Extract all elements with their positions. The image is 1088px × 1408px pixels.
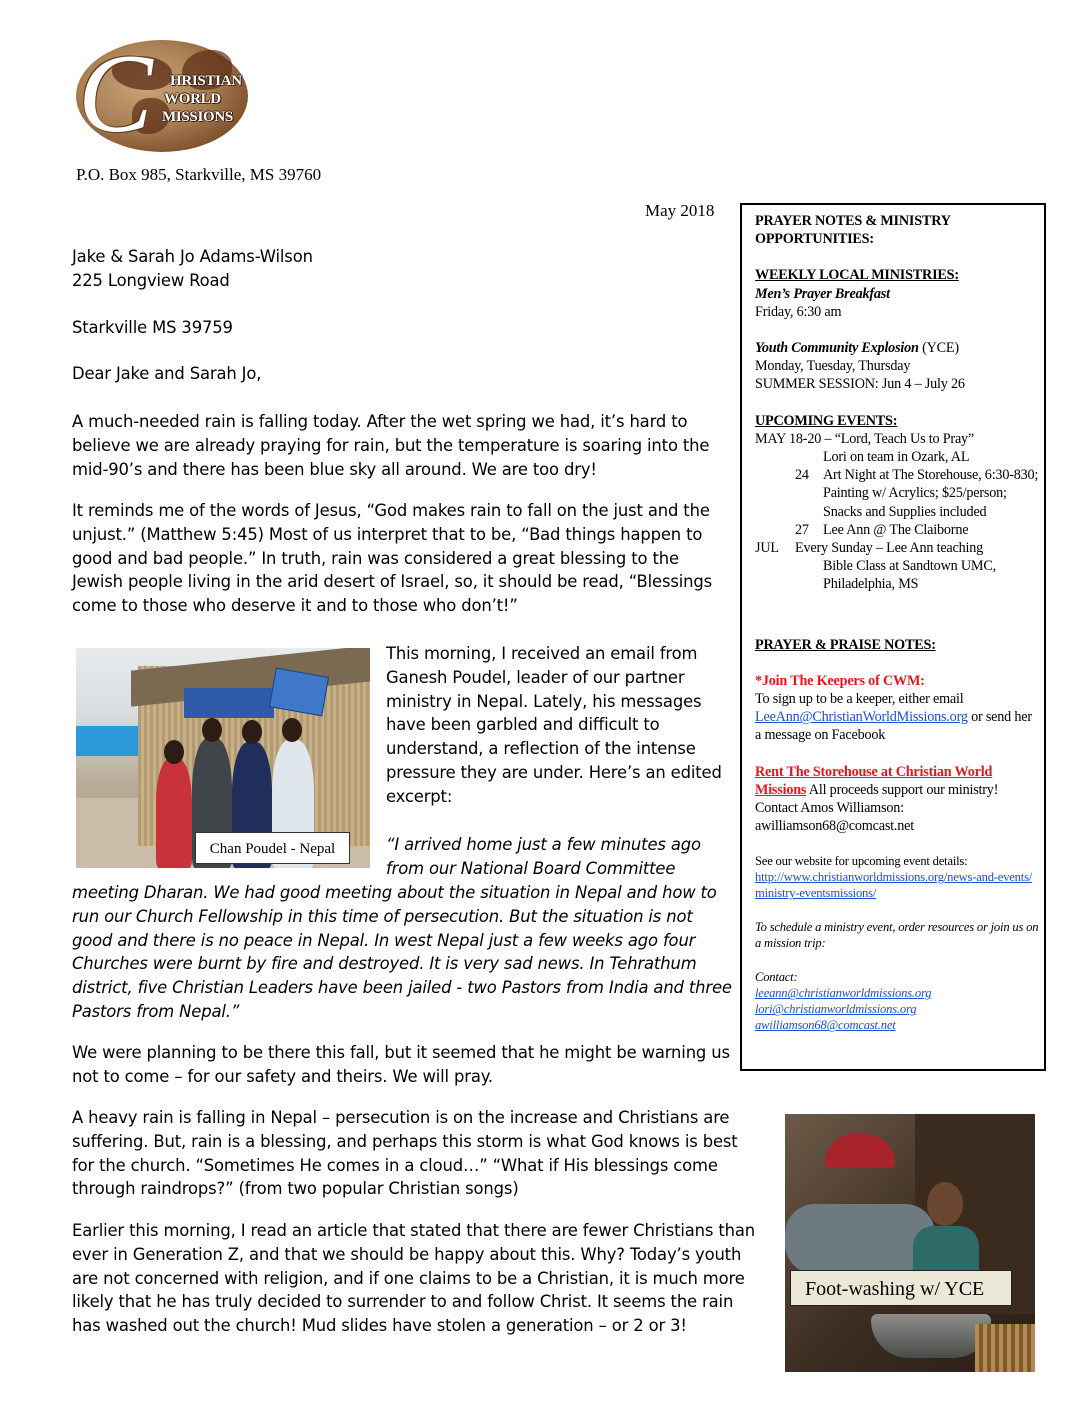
cwm-logo: [72, 22, 250, 160]
recipient-name: Jake & Sarah Jo Adams-Wilson: [72, 247, 313, 266]
event-title: MAY 18-20 – “Lord, Teach Us to Pray”: [755, 430, 975, 447]
salutation: Dear Jake and Sarah Jo,: [72, 364, 262, 383]
keepers-title: *Join The Keepers of CWM:: [755, 672, 925, 689]
event-text: Art Night at The Storehouse, 6:30-830; Painting w/ Acrylics; $25/person; Snacks and Supplies included: [823, 467, 1039, 520]
keepers-text-lead: To sign up to be a keeper, either email: [755, 691, 964, 708]
yce-summer: SUMMER SESSION: Jun 4 – July 26: [755, 376, 965, 393]
paragraph: A heavy rain is falling in Nepal – persecution is on the increase and Christians are suffering. But, rain is a blessing, and perhaps this storm is what God knows is best for the church. “Sometimes He comes in a cloud…” “What if His blessings come through raindrops?” (from two popular Christian songs): [72, 1108, 738, 1199]
event-detail: Bible Class at Sandtown UMC, Philadelphia, MS: [823, 558, 996, 593]
website-intro: See our website for upcoming event details:: [755, 854, 968, 869]
schedule-text: To schedule a ministry event, order resources or join us on a mission trip:: [755, 920, 1039, 951]
contact-email-link[interactable]: awilliamson68@comcast.net: [755, 1018, 896, 1033]
event-item: [755, 539, 1040, 594]
yce-days: Monday, Tuesday, Thursday: [755, 358, 911, 375]
email-quote: “I arrived home just a few minutes ago from our National Board Committee: [386, 835, 701, 878]
recipient-block: [72, 245, 313, 293]
paragraph: We were planning to be there this fall, but it seemed that he might be warning us not to come – for our safety and theirs. We will pray.: [72, 1043, 730, 1086]
yce-photo-caption: Foot-washing w/ YCE: [790, 1270, 1012, 1306]
sidebar-title: PRAYER NOTES & MINISTRY OPPORTUNITIES:: [755, 213, 951, 248]
event-text: Every Sunday – Lee Ann teaching: [795, 540, 984, 557]
paragraph: This morning, I received an email from Ganesh Poudel, leader of our partner ministry in Nepal. Lately, his messages have been garbled and difficult to understand, a reflection of the intense pressure they are under. Here’s an edited excerpt:: [386, 644, 722, 806]
keepers-email-link[interactable]: LeeAnn@ChristianWorldMissions.org: [755, 709, 968, 726]
contact-email-link[interactable]: lori@christianworldmissions.org: [755, 1002, 917, 1017]
logo-letter: C: [78, 32, 153, 156]
event-month: JUL: [755, 540, 779, 557]
contact-label: Contact:: [755, 970, 798, 985]
event-detail: Lori on team in Ozark, AL: [823, 449, 970, 466]
keepers-text-tail: or send her a message on Facebook: [755, 709, 1032, 744]
mens-breakfast-time: Friday, 6:30 am: [755, 303, 842, 320]
yce-abbr: (YCE): [918, 340, 959, 357]
mens-breakfast-title: Men’s Prayer Breakfast: [755, 285, 890, 302]
paragraph: Earlier this morning, I read an article that stated that there are fewer Christians than ever in Generation Z, and that we should be happy about this. Why? Today’s youth are not concerned with religion, and if one claims to be a Christian, it is much more likely that he has truly decided to surrender to and follow Christ. It seems the rain has washed out the church! Mud slides have stolen a generation – or 2 or 3!: [72, 1221, 756, 1336]
event-item: [755, 521, 1040, 539]
website-link[interactable]: http://www.christianworldmissions.org/news-and-events/ministry-eventsmissions/: [755, 870, 1033, 901]
paragraph: A much-needed rain is falling today. After the wet spring we had, it’s hard to believe we are already praying for rain, but the temperature is soaring into the mid-90’s and there has been blue sky all around. We are too dry!: [72, 412, 710, 479]
email-quote: meeting Dharan. We had good meeting about the situation in Nepal and how to run our Church Fellowship in this time of persecution. But the situation is not good and there is no peace in Nepal. In west Nepal just a few weeks ago four Churches were burnt by fire and destroyed. It is very sad news. In Tehrathum district, five Christian Leaders have been jailed - two Pastors from India and three Pastors from Nepal.”: [72, 883, 732, 1021]
rent-storehouse: [755, 763, 1040, 836]
event-day: 24: [795, 467, 809, 484]
logo-word: WORLD: [164, 91, 221, 107]
weekly-heading: WEEKLY LOCAL MINISTRIES:: [755, 267, 959, 284]
nepal-photo-caption: Chan Poudel - Nepal: [195, 832, 350, 864]
paragraph: It reminds me of the words of Jesus, “God makes rain to fall on the just and the unjust.” (Matthew 5:45) Most of us interpret that to be, “Bad things happen to good and bad people.” In truth, rain was considered a great blessing to the Jewish people living in the arid desert of Israel, so, it should be read, “Blessings come to those who deserve it and to those who don’t!”: [72, 501, 713, 616]
event-item: [755, 466, 1040, 521]
letter-date: May 2018: [645, 201, 715, 220]
keepers-text: [755, 690, 1040, 745]
praise-heading: PRAYER & PRAISE NOTES:: [755, 636, 936, 653]
recipient-street: 225 Longview Road: [72, 270, 230, 290]
yce-title-line: [755, 339, 1040, 357]
mailing-address: P.O. Box 985, Starkville, MS 39760: [76, 165, 322, 184]
logo-word: HRISTIAN: [170, 73, 242, 89]
yce-photo: [785, 1114, 1035, 1372]
prayer-notes-sidebar: [740, 203, 1046, 1071]
washing-bowl: [871, 1314, 991, 1358]
recipient-city: Starkville MS 39759: [72, 318, 233, 337]
yce-title: Youth Community Explosion: [755, 340, 919, 357]
rent-storehouse-link[interactable]: Rent The Storehouse at Christian World Missions: [755, 763, 993, 798]
upcoming-heading: UPCOMING EVENTS:: [755, 412, 898, 429]
event-item: [755, 430, 1040, 466]
logo-word: MISSIONS: [162, 109, 233, 125]
event-day: 27: [795, 521, 809, 538]
contact-email-link[interactable]: leeann@christianworldmissions.org: [755, 986, 932, 1001]
rent-storehouse-text: All proceeds support our ministry! Contact Amos Williamson: awilliamson68@comcast.net: [755, 781, 999, 835]
event-text: Lee Ann @ The Claiborne: [823, 521, 969, 538]
